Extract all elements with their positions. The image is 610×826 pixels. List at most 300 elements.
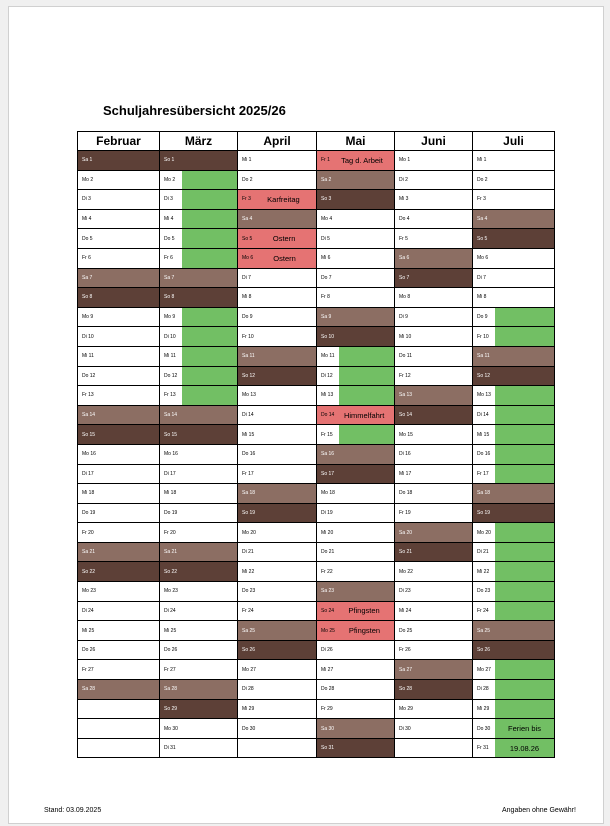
day-label: So 1 (164, 157, 175, 164)
vacation-marker (339, 347, 394, 366)
day-cell (160, 366, 238, 386)
day-cell (238, 209, 317, 229)
day-label: Fr 13 (164, 392, 176, 399)
day-cell (78, 621, 160, 641)
day-cell (395, 699, 473, 719)
day-cell (317, 680, 395, 700)
day-row (78, 523, 555, 543)
day-cell (473, 601, 555, 621)
day-cell (473, 640, 555, 660)
day-row (78, 386, 555, 406)
day-label: Mi 8 (242, 294, 252, 301)
day-label: Do 4 (399, 216, 410, 223)
day-label: Do 2 (477, 176, 488, 183)
day-cell (78, 248, 160, 268)
day-cell (395, 327, 473, 347)
day-cell (238, 562, 317, 582)
vacation-marker (495, 406, 554, 425)
day-cell (395, 738, 473, 758)
day-label: Fr 10 (242, 333, 254, 340)
day-label: Sa 25 (477, 627, 491, 634)
day-cell (473, 209, 555, 229)
day-cell (78, 738, 160, 758)
day-cell (317, 542, 395, 562)
vacation-marker (495, 308, 554, 327)
day-label: Di 14 (477, 412, 489, 419)
day-cell (317, 523, 395, 543)
day-label: Do 14 (321, 412, 335, 419)
day-cell (473, 268, 555, 288)
day-label: Do 26 (164, 647, 178, 654)
vacation-marker: 19.08.26 (495, 739, 554, 758)
vacation-marker (495, 680, 554, 699)
day-cell (238, 229, 317, 249)
day-cell (78, 190, 160, 210)
month-header: April (238, 132, 317, 151)
day-cell (473, 523, 555, 543)
day-cell (78, 386, 160, 406)
month-header: Juni (395, 132, 473, 151)
day-cell (238, 405, 317, 425)
day-label: Mi 25 (164, 627, 177, 634)
day-label: Sa 7 (164, 274, 175, 281)
day-cell (238, 719, 317, 739)
holiday-label: Himmelfahrt (343, 410, 385, 420)
holiday-label: Pfingsten (348, 606, 380, 616)
day-label: Sa 9 (321, 314, 332, 321)
day-label: Mo 15 (399, 431, 413, 438)
calendar-body (78, 151, 555, 758)
day-cell (78, 366, 160, 386)
day-cell (78, 660, 160, 680)
day-cell (78, 405, 160, 425)
day-cell (395, 640, 473, 660)
day-label: Do 12 (82, 372, 96, 379)
vacation-marker (495, 660, 554, 679)
day-label: Sa 28 (82, 686, 96, 693)
day-cell (317, 386, 395, 406)
day-label: Mi 15 (477, 431, 490, 438)
day-cell (78, 680, 160, 700)
day-cell (78, 464, 160, 484)
day-label: Sa 14 (82, 412, 96, 419)
vacation-marker (495, 543, 554, 562)
day-label: Do 26 (82, 647, 96, 654)
day-cell (78, 699, 160, 719)
day-cell (160, 386, 238, 406)
vacation-marker (495, 425, 554, 444)
day-cell (238, 464, 317, 484)
day-label: Sa 18 (242, 490, 256, 497)
day-cell (395, 288, 473, 308)
day-label: Sa 14 (164, 412, 178, 419)
day-cell (473, 229, 555, 249)
day-label: So 8 (164, 294, 175, 301)
day-row (78, 719, 555, 739)
vacation-marker (495, 386, 554, 405)
day-label: Mi 3 (399, 196, 409, 203)
day-label: Di 14 (242, 412, 254, 419)
day-row (78, 444, 555, 464)
day-cell (238, 738, 317, 758)
day-cell (473, 444, 555, 464)
day-label: So 22 (164, 568, 178, 575)
day-cell (473, 562, 555, 582)
day-cell (317, 327, 395, 347)
day-label: Mi 11 (164, 353, 176, 360)
day-cell (238, 523, 317, 543)
day-label: Fr 31 (477, 745, 489, 752)
day-cell (238, 170, 317, 190)
day-label: Mi 4 (82, 216, 92, 223)
day-label: Fr 8 (321, 294, 330, 301)
day-cell (78, 523, 160, 543)
vacation-marker (182, 210, 237, 229)
day-label: Di 17 (82, 470, 94, 477)
day-cell (317, 699, 395, 719)
day-label: Di 10 (164, 333, 176, 340)
day-cell (160, 660, 238, 680)
day-row (78, 425, 555, 445)
day-cell (473, 405, 555, 425)
day-cell (317, 346, 395, 366)
day-label: Mo 4 (321, 216, 333, 223)
day-label: Sa 23 (321, 588, 335, 595)
day-cell (317, 268, 395, 288)
day-cell (395, 268, 473, 288)
day-label: Fr 6 (82, 255, 91, 262)
day-cell (473, 366, 555, 386)
day-cell (238, 582, 317, 602)
day-cell (395, 209, 473, 229)
day-cell (395, 151, 473, 171)
day-cell (395, 582, 473, 602)
day-label: Mi 22 (242, 568, 255, 575)
day-cell (238, 640, 317, 660)
day-label: Do 9 (477, 314, 488, 321)
holiday-label: Tag d. Arbeit (341, 155, 383, 165)
vacation-marker (182, 386, 237, 405)
vacation-marker (495, 327, 554, 346)
day-cell (317, 151, 395, 171)
day-cell (473, 503, 555, 523)
day-row (78, 170, 555, 190)
day-cell (160, 346, 238, 366)
day-label: Di 3 (164, 196, 173, 203)
day-row (78, 503, 555, 523)
day-cell (317, 562, 395, 582)
day-cell (78, 268, 160, 288)
day-label: Fr 17 (477, 470, 489, 477)
day-cell (238, 190, 317, 210)
day-label: So 15 (164, 431, 178, 438)
day-label: Fr 12 (399, 372, 411, 379)
day-cell (160, 190, 238, 210)
vacation-marker (495, 465, 554, 484)
day-cell (78, 151, 160, 171)
day-row (78, 464, 555, 484)
day-cell (395, 444, 473, 464)
day-cell (395, 248, 473, 268)
day-cell (160, 738, 238, 758)
day-cell (238, 699, 317, 719)
day-label: Di 24 (164, 607, 176, 614)
day-cell (395, 719, 473, 739)
day-cell (317, 719, 395, 739)
day-cell (317, 660, 395, 680)
day-label: Fr 1 (321, 157, 330, 164)
day-cell (317, 229, 395, 249)
day-label: Mo 22 (399, 568, 413, 575)
day-cell (317, 582, 395, 602)
day-label: Do 30 (242, 725, 256, 732)
vacation-marker (339, 425, 394, 444)
day-cell (317, 621, 395, 641)
day-cell (160, 464, 238, 484)
day-label: Sa 13 (399, 392, 413, 399)
day-cell (160, 425, 238, 445)
day-label: Sa 1 (82, 157, 93, 164)
day-row (78, 405, 555, 425)
day-cell (473, 582, 555, 602)
day-label: Mi 20 (321, 529, 334, 536)
day-cell (317, 601, 395, 621)
day-label: Mi 13 (321, 392, 334, 399)
day-cell (317, 484, 395, 504)
vacation-marker (495, 523, 554, 542)
day-cell (317, 640, 395, 660)
day-label: Sa 11 (477, 353, 490, 360)
day-label: Di 21 (242, 549, 254, 556)
day-cell (317, 425, 395, 445)
day-cell (473, 386, 555, 406)
day-label: Di 19 (321, 509, 333, 516)
day-cell (160, 484, 238, 504)
day-label: So 12 (477, 372, 491, 379)
day-cell (78, 444, 160, 464)
day-cell (395, 229, 473, 249)
day-cell (238, 248, 317, 268)
day-cell (473, 680, 555, 700)
day-cell (395, 386, 473, 406)
day-cell (238, 151, 317, 171)
calendar-page (8, 6, 604, 824)
day-cell (78, 484, 160, 504)
day-cell (78, 346, 160, 366)
day-cell (160, 209, 238, 229)
day-cell (238, 484, 317, 504)
day-label: Do 11 (399, 353, 412, 360)
day-cell (473, 151, 555, 171)
day-cell (395, 425, 473, 445)
day-label: So 26 (477, 647, 491, 654)
day-label: Fr 3 (242, 196, 251, 203)
day-label: Mi 29 (242, 705, 255, 712)
day-label: Mo 16 (164, 451, 178, 458)
day-label: Mi 18 (164, 490, 177, 497)
day-label: So 31 (321, 745, 335, 752)
day-row (78, 209, 555, 229)
day-label: Fr 15 (321, 431, 333, 438)
vacation-marker (339, 386, 394, 405)
day-cell (160, 151, 238, 171)
day-label: Sa 21 (164, 549, 178, 556)
day-label: Do 2 (242, 176, 253, 183)
day-label: Fr 22 (321, 568, 333, 575)
day-label: Sa 7 (82, 274, 93, 281)
day-cell (473, 621, 555, 641)
day-cell (473, 484, 555, 504)
day-label: So 22 (82, 568, 96, 575)
day-label: Di 7 (242, 274, 251, 281)
day-row (78, 151, 555, 171)
day-cell (78, 229, 160, 249)
vacation-marker (182, 249, 237, 268)
day-label: Fr 6 (164, 255, 173, 262)
day-cell (160, 562, 238, 582)
day-row (78, 484, 555, 504)
day-cell (473, 425, 555, 445)
day-cell (238, 621, 317, 641)
day-cell (317, 366, 395, 386)
day-cell (395, 562, 473, 582)
day-label: Mo 2 (164, 176, 176, 183)
day-row (78, 582, 555, 602)
day-cell (160, 601, 238, 621)
day-label: Di 31 (164, 745, 176, 752)
day-cell (473, 346, 555, 366)
school-year-calendar-table (77, 131, 555, 758)
day-label: Mo 9 (82, 314, 94, 321)
day-row (78, 640, 555, 660)
day-label: Mi 6 (321, 255, 331, 262)
month-header: Februar (78, 132, 160, 151)
day-cell (317, 190, 395, 210)
day-cell (160, 503, 238, 523)
day-label: Mi 4 (164, 216, 174, 223)
day-label: Fr 10 (477, 333, 489, 340)
day-label: Di 5 (321, 235, 330, 242)
day-label: Mi 10 (399, 333, 412, 340)
day-label: Sa 6 (399, 255, 410, 262)
day-label: Do 19 (82, 509, 96, 516)
day-cell (395, 523, 473, 543)
day-cell (395, 484, 473, 504)
day-label: Fr 17 (242, 470, 254, 477)
day-label: Mi 24 (399, 607, 412, 614)
day-label: Fr 20 (164, 529, 176, 536)
day-label: Do 16 (242, 451, 256, 458)
vacation-marker (495, 445, 554, 464)
day-cell (395, 307, 473, 327)
day-label: Mo 13 (242, 392, 256, 399)
day-label: Mo 29 (399, 705, 413, 712)
vacation-marker (182, 171, 237, 190)
day-label: Di 12 (321, 372, 333, 379)
day-label: Di 9 (399, 314, 408, 321)
day-cell (473, 542, 555, 562)
day-label: So 29 (164, 705, 178, 712)
vacation-marker (495, 700, 554, 719)
day-cell (238, 268, 317, 288)
day-label: So 8 (82, 294, 93, 301)
day-label: So 28 (399, 686, 413, 693)
day-label: Di 7 (477, 274, 486, 281)
day-label: Sa 4 (477, 216, 488, 223)
day-row (78, 229, 555, 249)
day-label: Mo 1 (399, 157, 411, 164)
day-cell (395, 366, 473, 386)
day-cell (160, 405, 238, 425)
day-row (78, 738, 555, 758)
day-label: Mi 17 (399, 470, 412, 477)
day-label: Di 30 (399, 725, 411, 732)
day-label: Mo 30 (164, 725, 178, 732)
day-label: Di 2 (399, 176, 408, 183)
day-cell (317, 738, 395, 758)
day-label: Fr 29 (321, 705, 333, 712)
day-label: Do 23 (477, 588, 491, 595)
day-label: So 19 (242, 509, 256, 516)
day-label: Di 3 (82, 196, 91, 203)
day-label: Fr 26 (399, 647, 411, 654)
vacation-marker (182, 327, 237, 346)
day-label: Mo 20 (477, 529, 491, 536)
day-row (78, 699, 555, 719)
day-label: Fr 13 (82, 392, 94, 399)
day-label: Fr 27 (164, 666, 176, 673)
holiday-label: Ostern (272, 234, 296, 244)
day-label: Mi 1 (242, 157, 252, 164)
day-label: Do 5 (82, 235, 93, 242)
day-label: So 10 (321, 333, 335, 340)
day-cell (160, 523, 238, 543)
day-row (78, 268, 555, 288)
day-cell (78, 542, 160, 562)
day-cell (473, 719, 555, 739)
day-label: Mo 13 (477, 392, 491, 399)
day-cell (317, 307, 395, 327)
holiday-label: Ostern (273, 253, 296, 263)
day-label: Mi 25 (82, 627, 95, 634)
day-cell (238, 386, 317, 406)
vacation-marker (182, 367, 237, 386)
day-cell (238, 660, 317, 680)
day-cell (160, 170, 238, 190)
day-cell (78, 307, 160, 327)
day-label: So 3 (321, 196, 332, 203)
day-label: So 7 (399, 274, 410, 281)
day-cell (238, 503, 317, 523)
day-label: Mo 6 (477, 255, 489, 262)
page-title: Schuljahresübersicht 2025/26 (103, 103, 286, 118)
day-cell (473, 288, 555, 308)
day-cell (78, 209, 160, 229)
day-cell (238, 327, 317, 347)
day-label: Mi 11 (82, 353, 94, 360)
day-cell (160, 268, 238, 288)
day-cell (78, 425, 160, 445)
day-cell (238, 366, 317, 386)
holiday-label: Karfreitag (267, 194, 300, 204)
day-row (78, 327, 555, 347)
day-row (78, 346, 555, 366)
vacation-marker (182, 347, 237, 366)
day-cell (238, 288, 317, 308)
day-row (78, 660, 555, 680)
day-label: Mo 27 (242, 666, 256, 673)
day-row (78, 288, 555, 308)
